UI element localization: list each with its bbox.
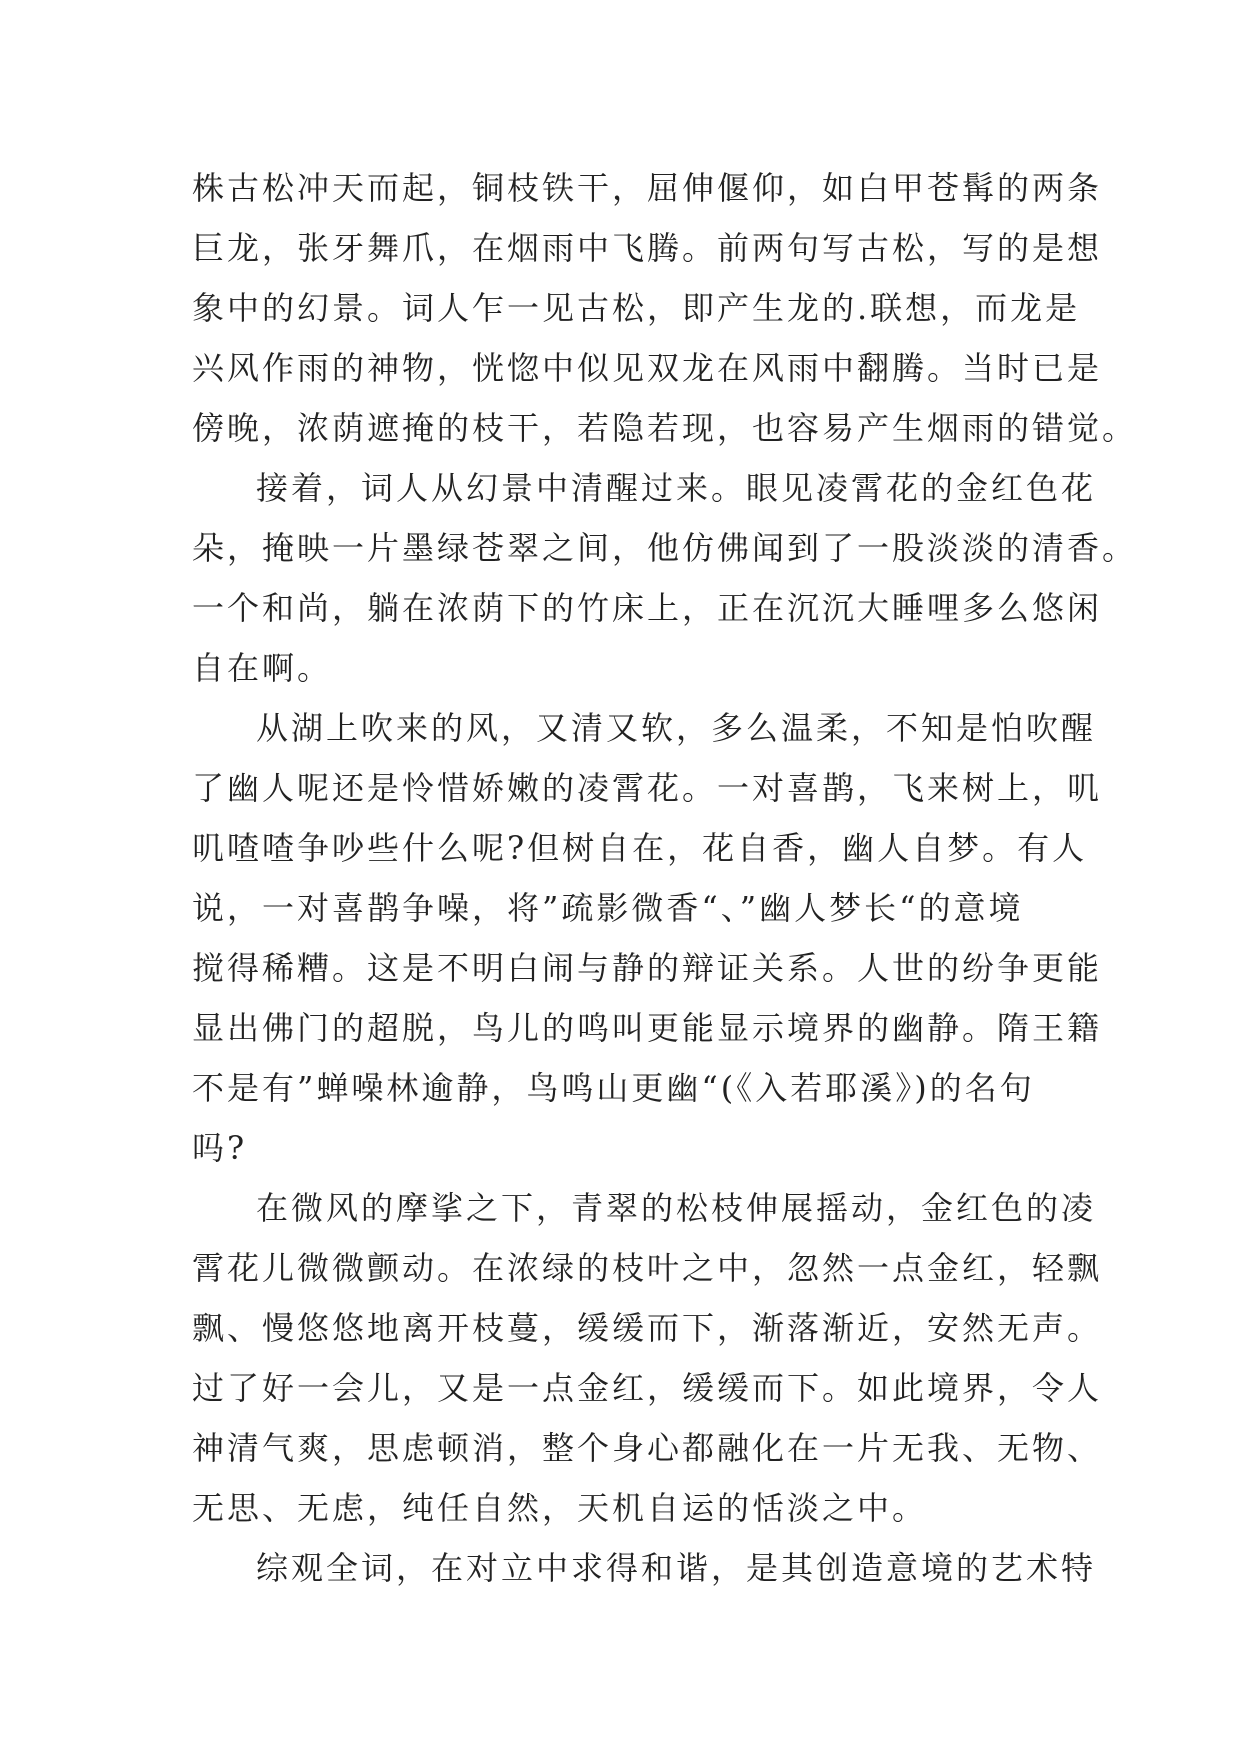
text-line: 象中的幻景。词人乍一见古松，即产生龙的.联想，而龙是 <box>192 289 1081 327</box>
text-line: 神清气爽，思虑顿消，整个身心都融化在一片无我、无物、 <box>192 1429 1103 1467</box>
text-line: 综观全词，在对立中求得和谐，是其创造意境的艺术特 <box>256 1549 1097 1587</box>
text-line: 飘、慢悠悠地离开枝蔓，缓缓而下，渐落渐近，安然无声。 <box>192 1309 1103 1347</box>
text-line: 了幽人呢还是怜惜娇嫩的凌霄花。一对喜鹊，飞来树上，叽 <box>192 769 1103 807</box>
text-line: 搅得稀糟。这是不明白闹与静的辩证关系。人世的纷争更能 <box>192 949 1103 987</box>
text-line: 接着，词人从幻景中清醒过来。眼见凌霄花的金红色花 <box>256 469 1097 507</box>
text-line: 巨龙，张牙舞爪，在烟雨中飞腾。前两句写古松，写的是想 <box>192 229 1103 267</box>
text-line: 株古松冲天而起，铜枝铁干，屈伸偃仰，如白甲苍髯的两条 <box>192 169 1103 207</box>
text-line: 说，一对喜鹊争噪，将”疏影微香“、”幽人梦长“的意境 <box>192 889 1024 927</box>
text-line: 傍晚，浓荫遮掩的枝干，若隐若现，也容易产生烟雨的错觉。 <box>192 409 1138 447</box>
text-line: 霄花儿微微颤动。在浓绿的枝叶之中，忽然一点金红，轻飘 <box>192 1249 1103 1287</box>
text-line: 显出佛门的超脱，鸟儿的鸣叫更能显示境界的幽静。隋王籍 <box>192 1009 1103 1047</box>
body-text <box>192 158 1138 1598</box>
text-line: 吗? <box>192 1129 248 1167</box>
text-line: 叽喳喳争吵些什么呢?但树自在，花自香，幽人自梦。有人 <box>192 829 1088 867</box>
text-line: 自在啊。 <box>192 649 333 687</box>
text-line: 不是有”蝉噪林逾静，鸟鸣山更幽“(《入若耶溪》)的名句 <box>192 1069 1035 1107</box>
text-line: 兴风作雨的神物，恍惚中似见双龙在风雨中翻腾。当时已是 <box>192 349 1103 387</box>
text-line: 一个和尚，躺在浓荫下的竹床上，正在沉沉大睡哩多么悠闲 <box>192 589 1103 627</box>
text-line: 从湖上吹来的风，又清又软，多么温柔，不知是怕吹醒 <box>256 709 1097 747</box>
text-line: 在微风的摩挲之下，青翠的松枝伸展摇动，金红色的凌 <box>256 1189 1097 1227</box>
text-line: 无思、无虑，纯任自然，天机自运的恬淡之中。 <box>192 1489 928 1527</box>
text-line: 朵，掩映一片墨绿苍翠之间，他仿佛闻到了一股淡淡的清香。 <box>192 529 1138 567</box>
text-line: 过了好一会儿，又是一点金红，缓缓而下。如此境界，令人 <box>192 1369 1103 1407</box>
